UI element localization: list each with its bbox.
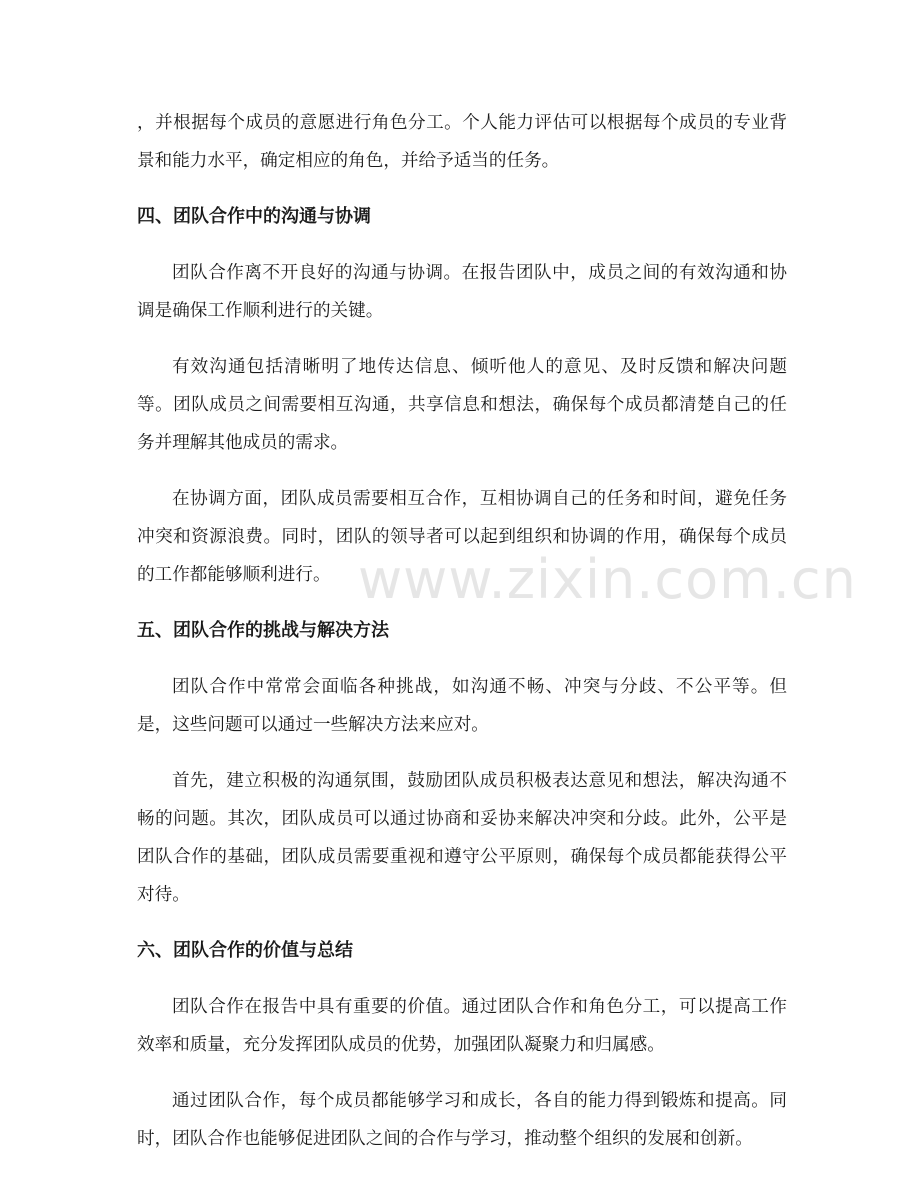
paragraph: 团队合作在报告中具有重要的价值。通过团队合作和角色分工，可以提高工作效率和质量，充分发挥团队成员的优势，加强团队凝聚力和归属感。 (137, 997, 787, 1055)
paragraph: 团队合作中常常会面临各种挑战，如沟通不畅、冲突与分歧、不公平等。但是，这些问题可以通过一些解决方法来应对。 (137, 677, 787, 735)
paragraph: 首先，建立积极的沟通氛围，鼓励团队成员积极表达意见和想法，解决沟通不畅的问题。其次，团队成员可以通过协商和妥协来解决冲突和分歧。此外，公平是团队合作的基础，团队成员需要重视和遵守公平原则，确保每个成员都能获得公平对待。 (137, 771, 787, 905)
paragraph: 在协调方面，团队成员需要相互合作，互相协调自己的任务和时间，避免任务冲突和资源浪费。同时，团队的领导者可以起到组织和协调的作用，确保每个成员的工作都能够顺利进行。 (137, 489, 787, 585)
watermark: www.zixin.com.cn (358, 548, 857, 611)
section-heading: 六、团队合作的价值与总结 (137, 940, 353, 961)
document-body (137, 104, 857, 1176)
section-heading: 五、团队合作的挑战与解决方法 (137, 620, 389, 641)
section-heading: 四、团队合作中的沟通与协调 (137, 206, 371, 227)
paragraph: 团队合作离不开良好的沟通与协调。在报告团队中，成员之间的有效沟通和协调是确保工作顺利进行的关键。 (137, 263, 787, 321)
paragraph: 通过团队合作，每个成员都能够学习和成长，各自的能力得到锻炼和提高。同时，团队合作也能够促进团队之间的合作与学习，推动整个组织的发展和创新。 (137, 1091, 787, 1149)
paragraph: 有效沟通包括清晰明了地传达信息、倾听他人的意见、及时反馈和解决问题等。团队成员之间需要相互沟通，共享信息和想法，确保每个成员都清楚自己的任务并理解其他成员的需求。 (137, 357, 787, 453)
paragraph: ，并根据每个成员的意愿进行角色分工。个人能力评估可以根据每个成员的专业背景和能力水平，确定相应的角色，并给予适当的任务。 (137, 113, 787, 171)
